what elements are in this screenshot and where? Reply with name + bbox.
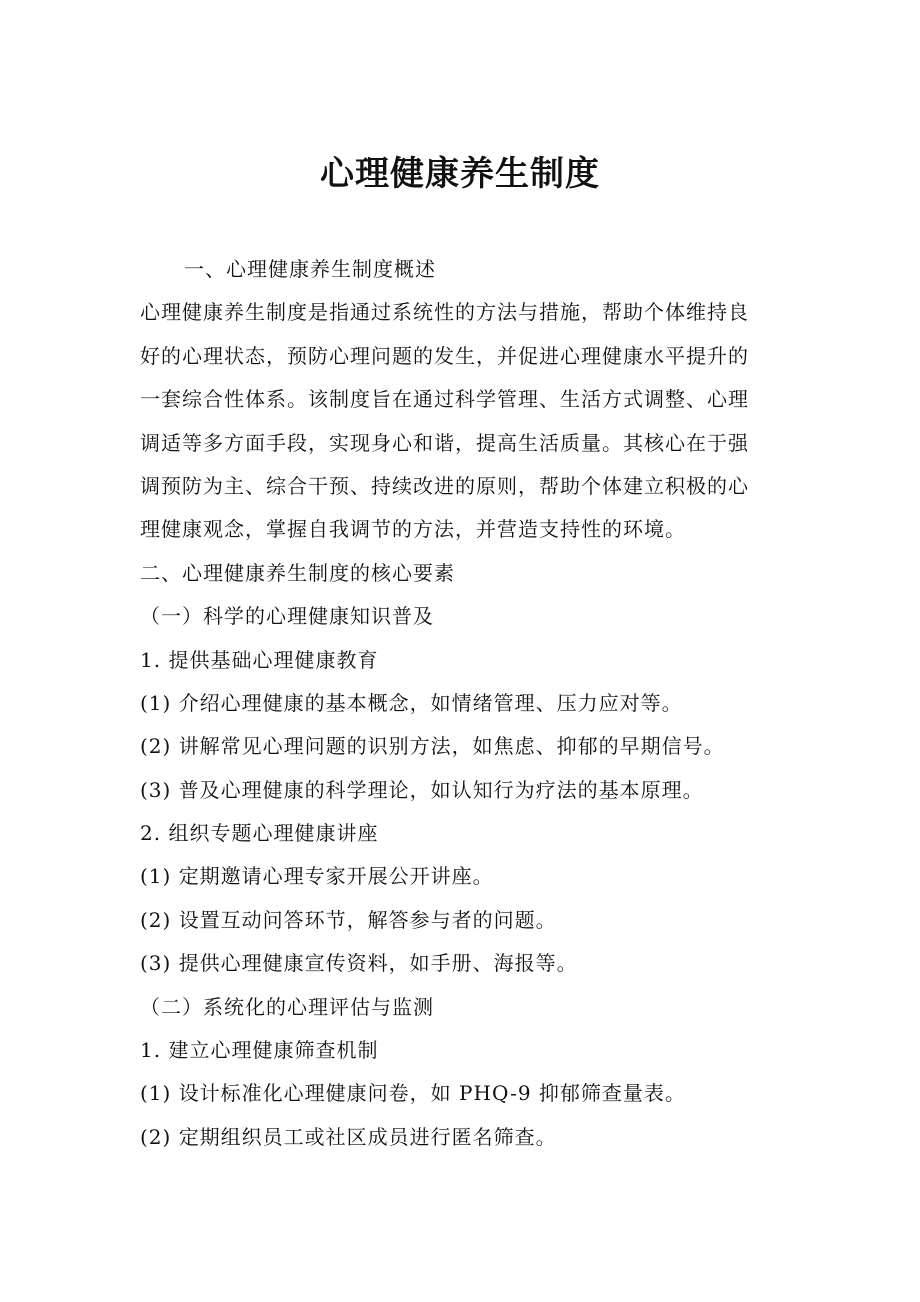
list-item: (3) 提供心理健康宣传资料，如手册、海报等。 (140, 951, 578, 976)
list-item: (1) 设计标准化心理健康问卷，如 PHQ-9 抑郁筛查量表。 (140, 1081, 686, 1106)
list-item: (3) 普及心理健康的科学理论，如认知行为疗法的基本原理。 (140, 777, 704, 802)
paragraph-line: 心理健康养生制度是指通过系统性的方法与措施，帮助个体维持良 (140, 300, 749, 325)
document-body (140, 248, 780, 1159)
list-item: (1) 介绍心理健康的基本概念，如情绪管理、压力应对等。 (140, 690, 683, 715)
list-item: (1) 定期邀请心理专家开展公开讲座。 (140, 864, 494, 889)
subsection-heading: （二）系统化的心理评估与监测 (140, 994, 434, 1019)
section-heading: 二、心理健康养生制度的核心要素 (140, 560, 455, 585)
numbered-heading: 2. 组织专题心理健康讲座 (140, 821, 379, 846)
section-heading: 一、心理健康养生制度概述 (184, 257, 436, 281)
numbered-heading: 1. 建立心理健康筛查机制 (140, 1038, 379, 1063)
list-item: (2) 设置互动问答环节，解答参与者的问题。 (140, 907, 557, 932)
paragraph-line: 好的心理状态，预防心理问题的发生，并促进心理健康水平提升的 (140, 343, 749, 368)
paragraph-line: 调适等多方面手段，实现身心和谐，提高生活质量。其核心在于强 (140, 430, 749, 455)
paragraph-line: 调预防为主、综合干预、持续改进的原则，帮助个体建立积极的心 (140, 473, 749, 498)
subsection-heading: （一）科学的心理健康知识普及 (140, 604, 434, 629)
list-item: (2) 讲解常见心理问题的识别方法，如焦虑、抑郁的早期信号。 (140, 734, 725, 759)
document-title: 心理健康养生制度 (320, 154, 600, 194)
paragraph-line: 理健康观念，掌握自我调节的方法，并营造支持性的环境。 (140, 517, 686, 542)
paragraph-line: 一套综合性体系。该制度旨在通过科学管理、生活方式调整、心理 (140, 387, 749, 412)
list-item: (2) 定期组织员工或社区成员进行匿名筛查。 (140, 1124, 557, 1149)
numbered-heading: 1. 提供基础心理健康教育 (140, 647, 379, 672)
